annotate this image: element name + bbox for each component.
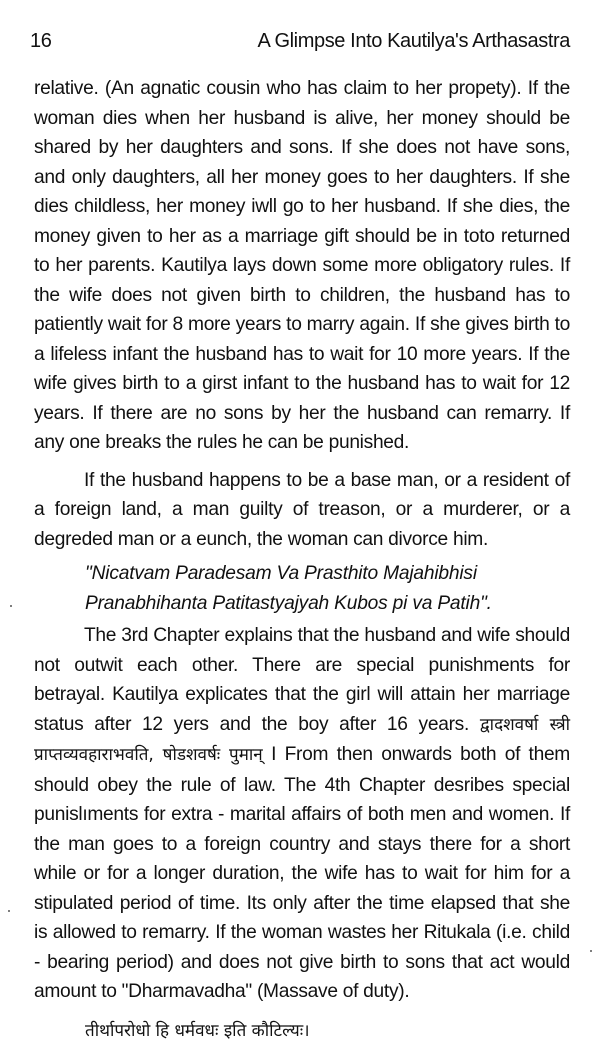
paragraph bbox=[34, 621, 570, 1007]
paragraph-text: I From then onwards both of them should obey the rule of law. The 4th Chapter desribes special punislıments for extra - marital affairs of both men and women. If the man goes to a foreign country and stays there for a short while or for a longer duration, the wife has to wait for him for a stipulated period of time. Its only after the time elapsed that she is allowed to remarry. If the woman wastes her Ritukala (i.e. child - bearing period) and does not give birth to sons that act would amount to "Dharmavadha" (Massave of duty). bbox=[34, 744, 570, 1002]
paragraph-text: The 3rd Chapter explains that the husband and wife should not outwit each other. There are special punishments for betrayal. Kautilya explicates that the girl will attain her marriage status after 12 yers and the boy after 16 years. bbox=[34, 625, 570, 735]
verse-line: Pranabhihanta Patitastyajyah Kubos pi va Patih". bbox=[85, 593, 492, 614]
devanagari-quote: तीर्थापरोधो हि धर्मवधः इति कौटिल्यः। bbox=[85, 1017, 570, 1046]
devanagari-text: द्वादशवर्षा स्त्री प्राप्तव्यवहाराभवति, षोडशवर्षः पुमान् bbox=[34, 715, 570, 766]
page-number: 16 bbox=[30, 30, 51, 53]
sanskrit-verse bbox=[85, 559, 570, 618]
scan-speck bbox=[8, 910, 10, 912]
page-header bbox=[30, 30, 570, 60]
scan-speck bbox=[10, 605, 12, 607]
scan-speck bbox=[590, 950, 592, 952]
paragraph: If the husband happens to be a base man, or a resident of a foreign land, a man guilty of treason, or a murderer, or a degreded man or a eunch, the woman can divorce him. bbox=[34, 466, 570, 555]
running-title: A Glimpse Into Kautilya's Arthasastra bbox=[257, 30, 570, 53]
paragraph: relative. (An agnatic cousin who has claim to her propety). If the woman dies when her husband is alive, her money should be shared by her daughters and sons. If she does not have sons, and only daughters, all her money goes to her daughters. If she dies childless, her money iwll go to her husband. If she dies, the money given to her as a marriage gift should be in toto returned to her parents. Kautilya lays down some more obligatory rules. If the wife does not given birth to children, the husband has to patiently wait for 8 more years to marry again. If she gives birth to a lifeless infant the husband has to wait for 10 more years. If the wife gives birth to a girst infant to the husband has to wait for 12 years. If there are no sons by her the husband can remarry. If any one breaks the rules he can be punished. bbox=[34, 74, 570, 458]
body-text bbox=[34, 74, 570, 1046]
verse-line: "Nicatvam Paradesam Va Prasthito Majahibhisi bbox=[85, 563, 477, 584]
